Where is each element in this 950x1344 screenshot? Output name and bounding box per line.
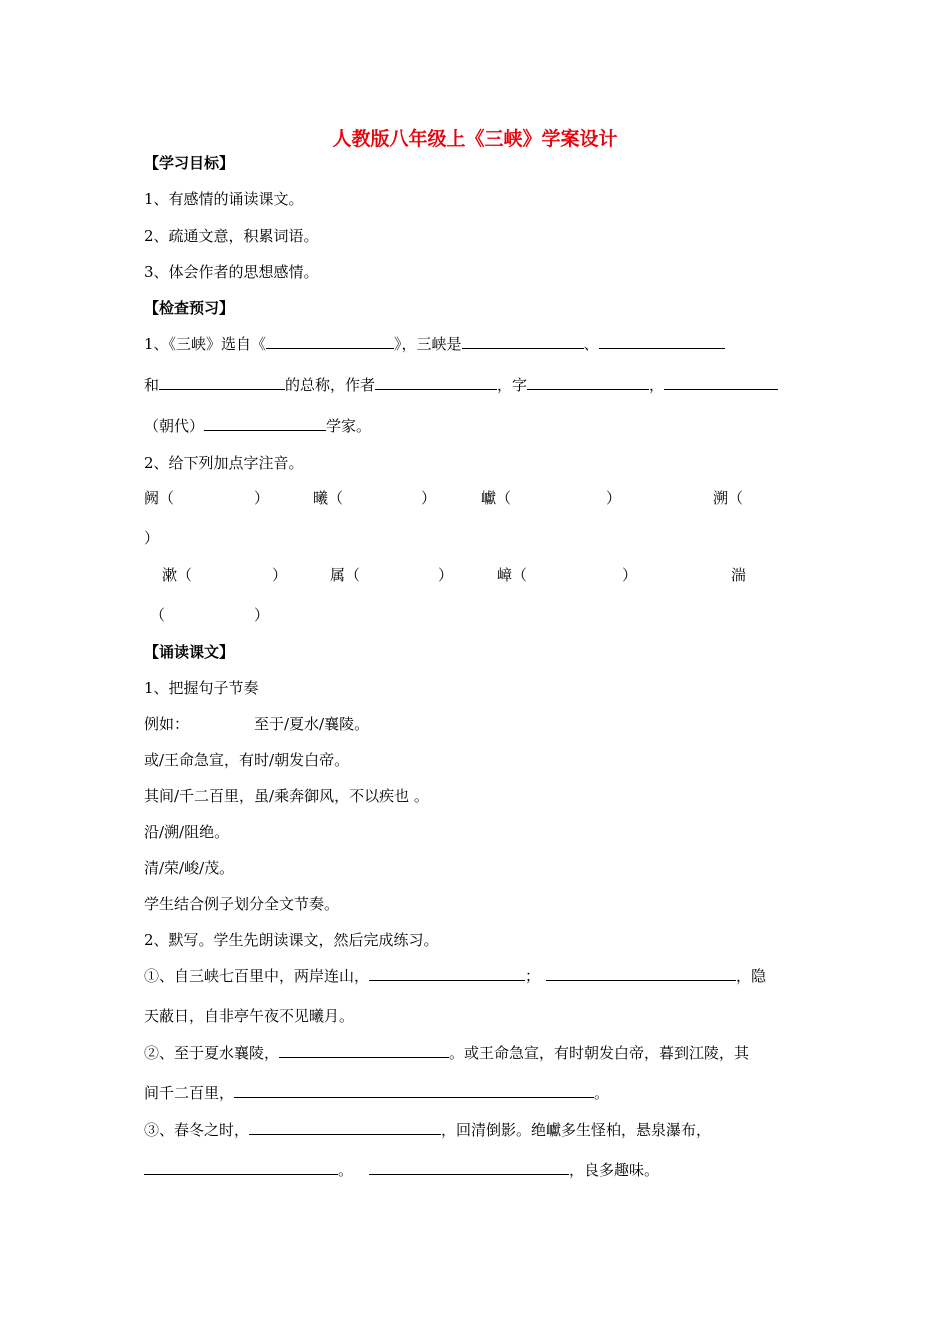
answer-blank[interactable]: [204, 416, 326, 431]
section-goals: 【学习目标】: [144, 154, 235, 172]
answer-blank[interactable]: [546, 966, 736, 981]
reading-r2: 2、默写。学生先朗读课文，然后完成练习。: [144, 931, 439, 949]
dictation-1-line1: [144, 965, 766, 986]
goal-3: 3、体会作者的思想感情。: [144, 263, 319, 281]
text: 学家。: [326, 417, 372, 435]
pinyin-item: 巘（: [481, 489, 512, 507]
text: ，隐: [736, 967, 767, 985]
pinyin-close: ）: [272, 566, 288, 584]
dictation-1-line2: 天蔽日，自非亭午夜不见曦月。: [144, 1007, 355, 1025]
rhythm-line: 学生结合例子划分全文节奏。: [144, 895, 340, 913]
pinyin-item: 溯（: [713, 489, 744, 507]
answer-blank[interactable]: [234, 1083, 594, 1098]
example-text: 至于/夏水/襄陵。: [254, 715, 370, 733]
text: ③、春冬之时，: [144, 1121, 250, 1139]
preview-q1-line1: [144, 333, 725, 354]
preview-q1-line2: [144, 374, 778, 395]
dictation-3-line2: [144, 1159, 659, 1180]
pinyin-item: 湍: [731, 566, 747, 584]
answer-blank[interactable]: [462, 334, 584, 349]
text: 。: [594, 1084, 610, 1102]
answer-blank[interactable]: [369, 966, 525, 981]
pinyin-close: ）: [622, 566, 638, 584]
answer-blank[interactable]: [144, 1160, 338, 1175]
pinyin-close: ）: [438, 566, 454, 584]
pinyin-close: ）: [254, 489, 270, 507]
text: 间千二百里，: [144, 1084, 235, 1102]
text: ②、至于夏水襄陵，: [144, 1044, 280, 1062]
preview-q1-line3: [144, 415, 371, 436]
pinyin-close: ）: [421, 489, 437, 507]
pinyin-close: ）: [606, 489, 622, 507]
answer-blank[interactable]: [599, 334, 725, 349]
answer-blank[interactable]: [369, 1160, 569, 1175]
text: 1、《三峡》选自《: [144, 335, 267, 353]
section-reading: 【诵读课文】: [144, 643, 235, 661]
text: ，字: [497, 376, 528, 394]
pinyin-open: （: [150, 606, 166, 624]
answer-blank[interactable]: [266, 334, 394, 349]
text: ，良多趣味。: [569, 1161, 660, 1179]
text: 》，三峡是: [394, 335, 462, 353]
goal-1: 1、有感情的诵读课文。: [144, 190, 304, 208]
rhythm-line: 其间/千二百里，虽/乘奔御风，不以疾也 。: [144, 787, 429, 805]
answer-blank[interactable]: [527, 375, 649, 390]
text: ，: [649, 376, 665, 394]
answer-blank[interactable]: [664, 375, 778, 390]
text: ；: [525, 967, 541, 985]
pinyin-close: ）: [254, 606, 270, 624]
text: ①、自三峡七百里中，两岸连山，: [144, 967, 370, 985]
text: 、: [583, 335, 599, 353]
pinyin-item: 漱（: [162, 566, 193, 584]
pinyin-item: 属（: [330, 566, 361, 584]
rhythm-line: 清/荣/峻/茂。: [144, 859, 235, 877]
example-label: 例如：: [144, 715, 190, 733]
page-title: 人教版八年级上《三峡》学案设计: [332, 128, 618, 150]
dictation-2-line2: [144, 1082, 609, 1103]
text: ，回清倒影。绝巘多生怪柏，悬泉瀑布，: [441, 1121, 712, 1139]
dictation-2-line1: [144, 1042, 749, 1063]
reading-r1: 1、把握句子节奏: [144, 679, 259, 697]
pinyin-item: 曦（: [313, 489, 344, 507]
pinyin-item: 嶂（: [497, 566, 528, 584]
rhythm-line: 或/王命急宣，有时/朝发白帝。: [144, 751, 350, 769]
pinyin-item: 阙（: [144, 489, 175, 507]
dictation-3-line1: [144, 1119, 711, 1140]
answer-blank[interactable]: [375, 375, 497, 390]
text: 和: [144, 376, 160, 394]
goal-2: 2、疏通文意，积累词语。: [144, 227, 319, 245]
text: 。或王命急宣，有时朝发白帝，暮到江陵，其: [449, 1044, 750, 1062]
text: 。: [338, 1161, 354, 1179]
section-preview: 【检查预习】: [144, 299, 235, 317]
answer-blank[interactable]: [159, 375, 285, 390]
answer-blank[interactable]: [249, 1120, 441, 1135]
text: （朝代）: [144, 417, 205, 435]
text: 的总称，作者: [285, 376, 376, 394]
pinyin-close: ）: [144, 529, 160, 547]
preview-q2: 2、给下列加点字注音。: [144, 454, 304, 472]
answer-blank[interactable]: [279, 1043, 449, 1058]
rhythm-line: 沿/溯/阻绝。: [144, 823, 230, 841]
